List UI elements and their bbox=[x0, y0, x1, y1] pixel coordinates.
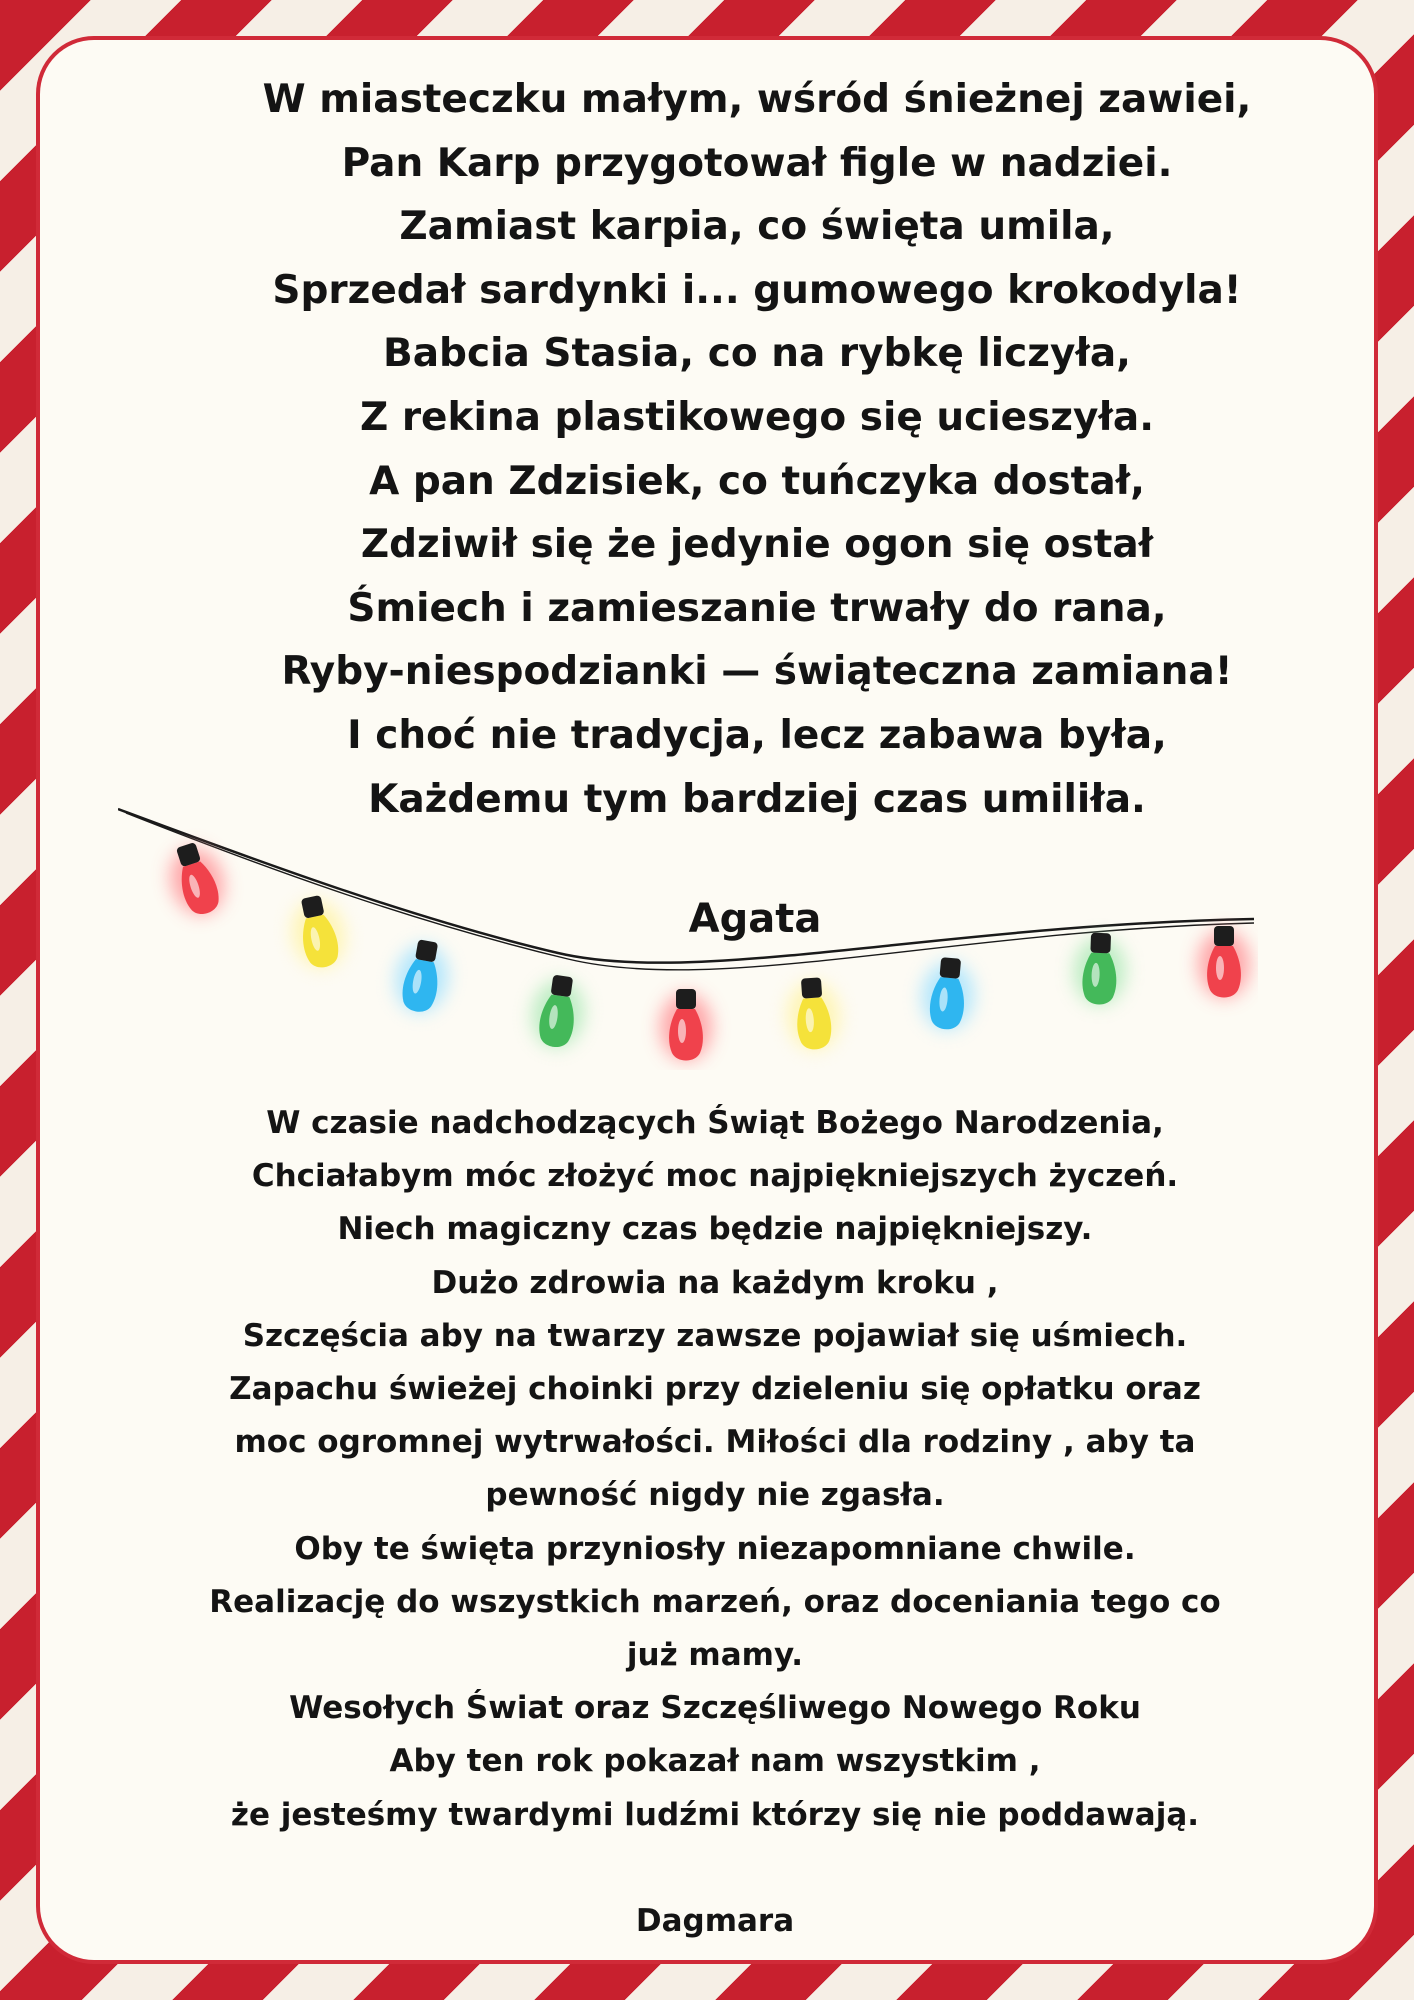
wishes-line: że jesteśmy twardymi ludźmi którzy się nie poddawają. bbox=[230, 1796, 1200, 1833]
wishes-line: Wesołych Świat oraz Szczęśliwego Nowego Roku bbox=[289, 1690, 1141, 1727]
wishes-line: Zapachu świeżej choinki przy dzieleniu się opłatku oraz bbox=[229, 1371, 1201, 1408]
light-bulb bbox=[528, 972, 590, 1051]
poem-signature: Agata bbox=[688, 896, 822, 942]
wishes-line: Realizację do wszystkich marzeń, oraz doceniania tego co bbox=[209, 1583, 1221, 1620]
wishes-signature: Dagmara bbox=[635, 1903, 795, 1940]
wishes-line: moc ogromnej wytrwałości. Miłości dla rodziny , aby ta bbox=[234, 1424, 1196, 1461]
light-bulb bbox=[1073, 932, 1127, 1006]
poem-line: I choć nie tradycja, lecz zabawa była, bbox=[347, 712, 1167, 758]
spacer bbox=[155, 1842, 1275, 1895]
wishes-line: Szczęścia aby na twarzy zawsze pojawiał się uśmiech. bbox=[242, 1317, 1188, 1354]
poem-line: A pan Zdzisiek, co tuńczyka dostał, bbox=[369, 458, 1145, 504]
light-bulb bbox=[785, 976, 842, 1051]
wishes-line: Aby ten rok pokazał nam wszystkim , bbox=[389, 1743, 1041, 1780]
light-bulb bbox=[1198, 926, 1250, 998]
wishes-line: pewność nigdy nie zgasła. bbox=[485, 1477, 945, 1514]
light-bulb bbox=[390, 937, 454, 1017]
wishes-line: Oby te święta przyniosły niezapomniane chwile. bbox=[294, 1530, 1136, 1567]
poem-line: Sprzedał sardynki i... gumowego krokodyla! bbox=[272, 267, 1242, 313]
light-bulb bbox=[285, 892, 351, 973]
wishes-line: Dużo zdrowia na każdym kroku , bbox=[431, 1264, 999, 1301]
poem-line: W miasteczku małym, wśród śnieżnej zawiei, bbox=[262, 77, 1252, 122]
poem-line: Babcia Stasia, co na rybkę liczyła, bbox=[383, 331, 1131, 377]
poem bbox=[120, 68, 1394, 831]
wishes bbox=[155, 1097, 1275, 1948]
wishes-line: Chciałabym móc złożyć moc najpiękniejszych życzeń. bbox=[251, 1158, 1179, 1195]
poem-line: Każdemu tym bardziej czas umiliła. bbox=[368, 776, 1146, 822]
wishes-line: już mamy. bbox=[626, 1637, 804, 1674]
poem-line: Pan Karp przygotował figle w nadziei. bbox=[341, 140, 1173, 186]
wishes-line: Niech magiczny czas będzie najpiękniejszy. bbox=[337, 1211, 1093, 1248]
light-bulb bbox=[660, 989, 712, 1061]
poem-line: Z rekina plastikowego się ucieszyła. bbox=[359, 394, 1155, 440]
poem-line: Zamiast karpia, co święta umila, bbox=[399, 204, 1115, 250]
poem-line: Śmiech i zamieszanie trwały do rana, bbox=[347, 585, 1167, 631]
poem-line: Ryby-niespodzianki — świąteczna zamiana! bbox=[281, 649, 1233, 695]
wishes-line: W czasie nadchodzących Świąt Bożego Narodzenia, bbox=[266, 1105, 1164, 1141]
poem-line: Zdziwił się że jedynie ogon się ostał bbox=[360, 522, 1154, 568]
light-bulb bbox=[919, 956, 977, 1032]
